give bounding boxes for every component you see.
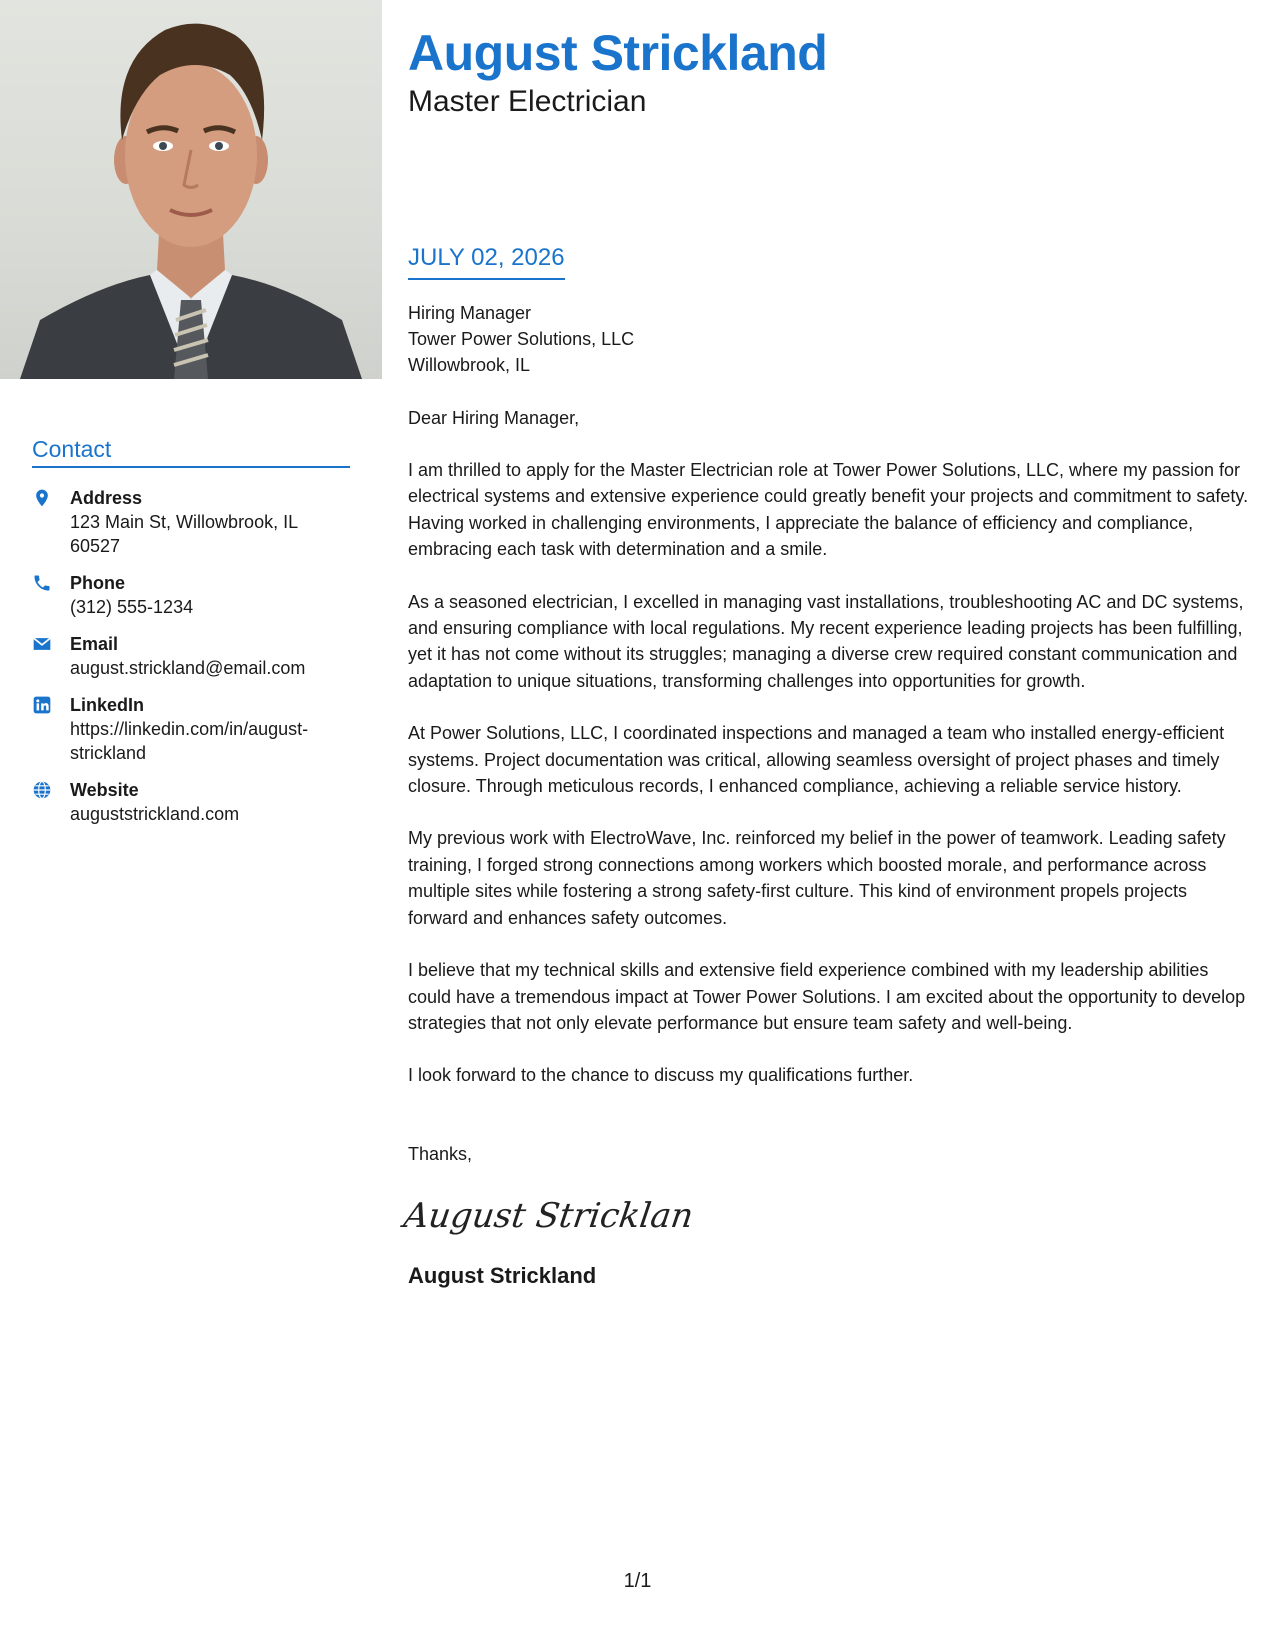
contact-label: LinkedIn	[70, 695, 145, 715]
contact-address	[32, 486, 350, 558]
envelope-icon	[32, 632, 70, 680]
portrait-photo	[0, 0, 382, 379]
email-value: august.strickland@email.com	[70, 658, 306, 678]
signature-image	[401, 1189, 696, 1245]
contact-label: Email	[70, 634, 119, 654]
website-value: auguststrickland.com	[70, 804, 240, 824]
phone-icon	[32, 571, 70, 619]
salutation: Dear Hiring Manager,	[408, 408, 580, 428]
linkedin-value: https://linkedin.com/in/august-strickland	[70, 719, 309, 763]
contact-linkedin	[32, 693, 350, 765]
contact-phone	[32, 571, 350, 619]
contact-label: Website	[70, 780, 139, 800]
recipient-line: Tower Power Solutions, LLC	[408, 329, 635, 349]
paragraph: I am thrilled to apply for the Master Electrician role at Tower Power Solutions, LLC, where my passion for electrical systems and extensive experience could greatly benefit your projects and commitment to safety. Having worked in challenging environments, I appreciate the balance of efficiency and compliance, embracing each task with determination and a smile.	[408, 460, 1249, 560]
profile-photo	[0, 0, 382, 379]
recipient-line: Willowbrook, IL	[408, 355, 531, 375]
recipient-line: Hiring Manager	[408, 303, 532, 323]
paragraph: My previous work with ElectroWave, Inc. reinforced my belief in the power of teamwork. Leading safety training, I forged strong connections among workers which boosted morale, and performance across multiple sites while fostering a strong safety-first culture. This kind of environment propels projects forward and enhances safety outcomes.	[408, 828, 1226, 928]
letter-date: JULY 02, 2026	[408, 244, 565, 280]
contact-email	[32, 632, 350, 680]
applicant-title: Master Electrician	[408, 85, 647, 118]
globe-icon	[32, 778, 70, 826]
signer-name: August Strickland	[408, 1262, 597, 1288]
address-value: 123 Main St, Willowbrook, IL 60527	[70, 512, 298, 556]
contact-label: Phone	[70, 573, 126, 593]
paragraph: I believe that my technical skills and extensive field experience combined with my leadership abilities could have a tremendous impact at Tower Power Solutions. I am excited about the opportunity to develop strategies that not only elevate performance but ensure team safety and well-being.	[408, 960, 1246, 1033]
closing: Thanks,	[408, 1143, 473, 1164]
contact-website	[32, 778, 350, 826]
location-pin-icon	[32, 486, 70, 558]
paragraph: As a seasoned electrician, I excelled in managing vast installations, troubleshooting AC and DC systems, and ensuring compliance with local regulations. My recent experience leading projects has been fulfilling, yet it has not come without its struggles; managing a diverse crew required constant communication and adaptation to unique situations, transforming challenges into opportunities for growth.	[408, 591, 1244, 691]
phone-value: (312) 555-1234	[70, 597, 194, 617]
applicant-name: August Strickland	[408, 25, 828, 81]
contact-heading: Contact	[32, 436, 350, 468]
letter-body	[401, 22, 1250, 1289]
contact-sidebar	[32, 436, 350, 839]
svg-text:August Stricklan: August Stricklan	[401, 1195, 696, 1236]
paragraph: At Power Solutions, LLC, I coordinated inspections and managed a team who installed energy-efficient systems. Project documentation was critical, allowing seamless oversight of project phases and timely closure. Through meticulous records, I enhanced compliance, achieving a reliable service history.	[408, 723, 1225, 797]
recipient-block	[408, 300, 1250, 378]
linkedin-icon	[32, 693, 70, 765]
paragraph: I look forward to the chance to discuss my qualifications further.	[408, 1065, 914, 1086]
page-number: 1/1	[623, 1570, 652, 1592]
contact-label: Address	[70, 488, 143, 508]
